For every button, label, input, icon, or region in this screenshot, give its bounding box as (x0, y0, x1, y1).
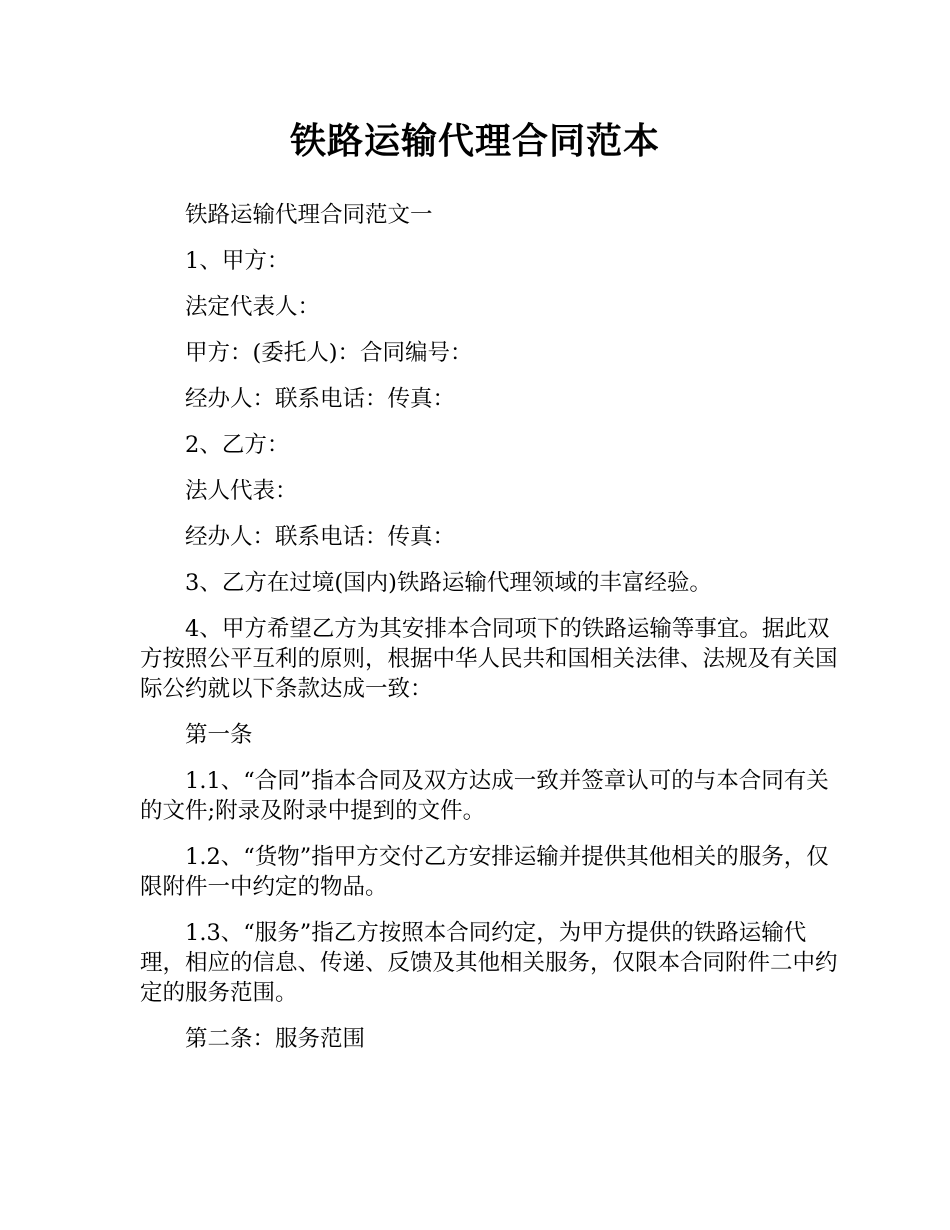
document-body (140, 200, 840, 1070)
paragraph-agreement-basis: 4、甲方希望乙方为其安排本合同项下的铁路运输等事宜。据此双方按照公平互利的原则，根据中华人民共和国相关法律、法规及有关国际公约就以下条款达成一致： (140, 616, 838, 702)
paragraph-party-b-contact: 经办人：联系电话：传真： (185, 524, 456, 550)
paragraph-definition-services: 1.3、“服务”指乙方按照本合同约定，为甲方提供的铁路运输代理，相应的信息、传递、反馈及其他相关服务，仅限本合同附件二中约定的服务范围。 (140, 920, 838, 1006)
paragraph-contract-sample-one: 铁路运输代理合同范文一 (185, 202, 433, 228)
paragraph-party-b-experience: 3、乙方在过境(国内)铁路运输代理领域的丰富经验。 (185, 570, 712, 596)
paragraph-party-a-principal: 甲方：(委托人)：合同编号： (185, 340, 473, 366)
paragraph-party-a-contact: 经办人：联系电话：传真： (185, 386, 456, 412)
paragraph-article-two: 第二条：服务范围 (185, 1026, 366, 1052)
paragraph-party-b: 2、乙方： (185, 432, 290, 458)
document-title: 铁路运输代理合同范本 (289, 121, 660, 162)
paragraph-definition-contract: 1.1、“合同”指本合同及双方达成一致并签章认可的与本合同有关的文件;附录及附录中提到的文件。 (140, 768, 829, 824)
paragraph-legal-representative: 法定代表人： (185, 294, 321, 320)
paragraph-party-b-representative: 法人代表： (185, 478, 298, 504)
paragraph-article-one: 第一条 (185, 722, 253, 748)
paragraph-definition-goods: 1.2、“货物”指甲方交付乙方安排运输并提供其他相关的服务，仅限附件一中约定的物品。 (140, 844, 829, 900)
paragraph-party-a: 1、甲方： (185, 248, 290, 274)
